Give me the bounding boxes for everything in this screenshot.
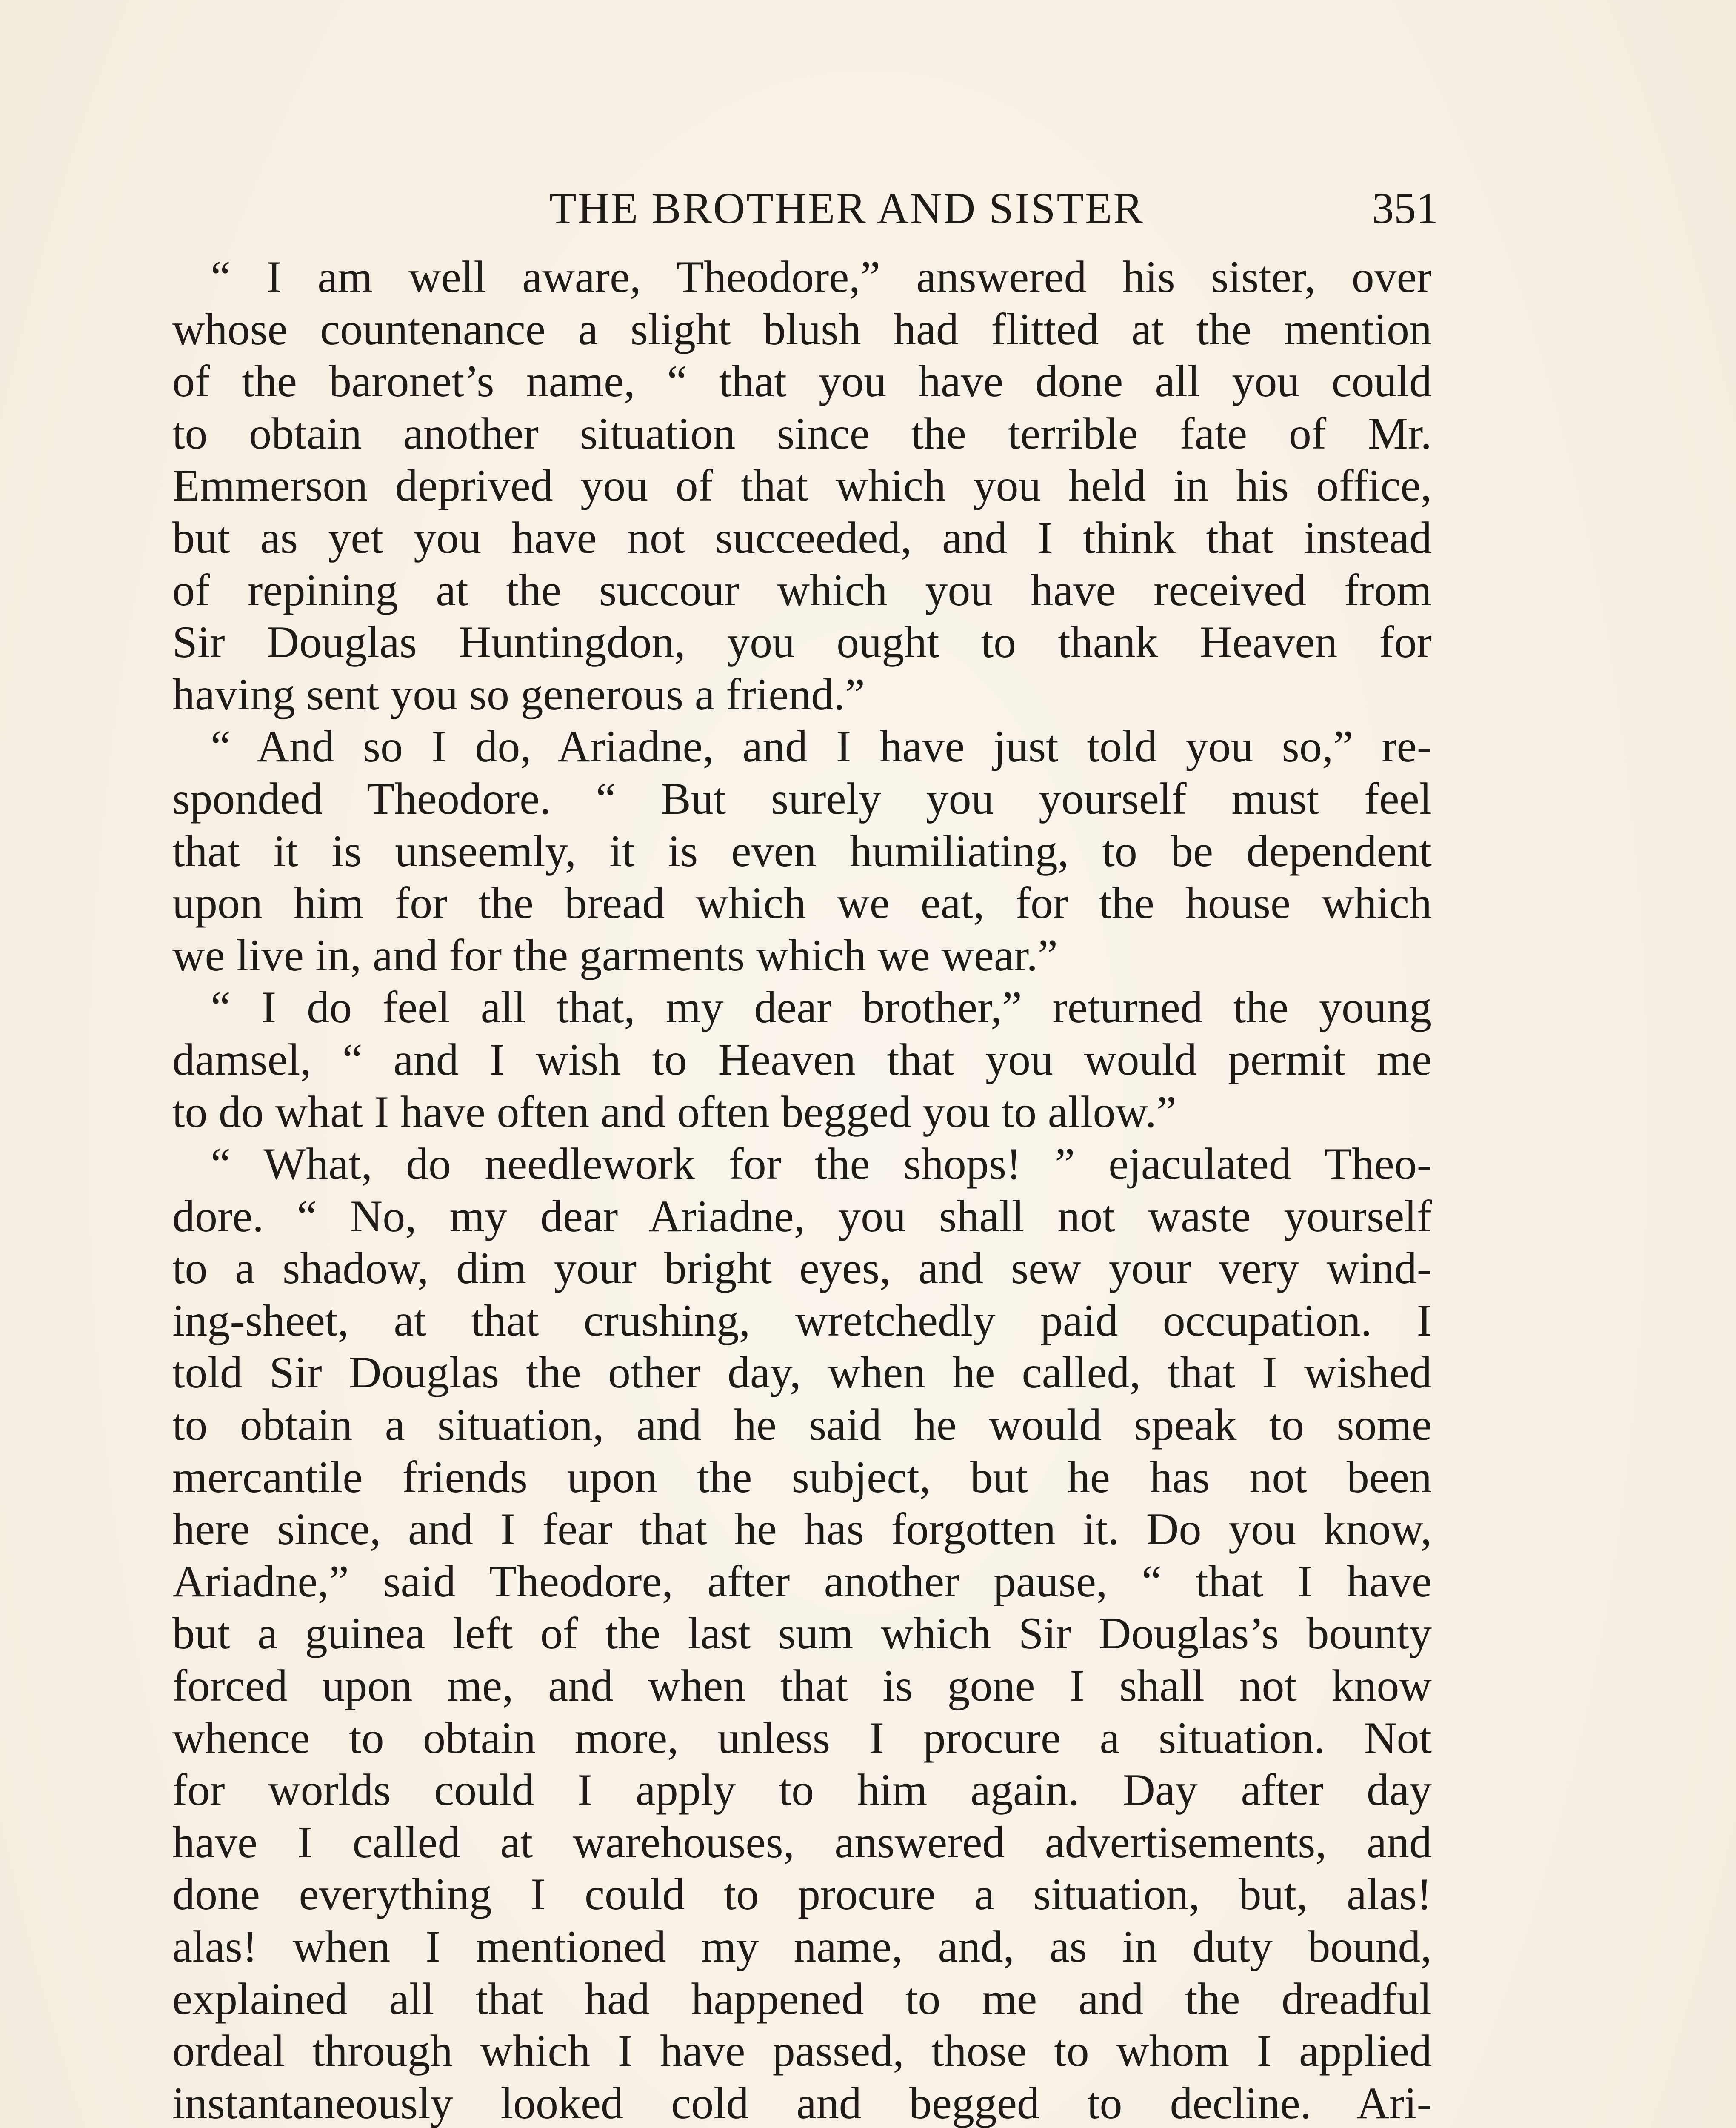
text-line: dore. “ No, my dear Ariadne, you shall not waste yourself: [172, 1191, 1432, 1241]
text-line: but as yet you have not succeeded, and I think that instead: [172, 512, 1432, 563]
running-title: THE BROTHER AND SISTER: [549, 184, 1144, 233]
text-line: to do what I have often and often begged you to allow.”: [172, 1087, 1176, 1137]
text-line: sponded Theodore. “ But surely you yourself must feel: [172, 773, 1432, 824]
text-line: damsel, “ and I wish to Heaven that you would permit me: [172, 1034, 1432, 1084]
text-line: “ What, do needlework for the shops! ” ejaculated Theo-: [211, 1139, 1432, 1189]
running-head: [170, 170, 1438, 247]
text-line: “ I do feel all that, my dear brother,” returned the young: [211, 982, 1432, 1033]
text-line: whence to obtain more, unless I procure a situation. Not: [172, 1713, 1432, 1763]
text-line: Emmerson deprived you of that which you held in his office,: [172, 460, 1432, 511]
text-line: alas! when I mentioned my name, and, as in duty bound,: [172, 1922, 1432, 1971]
text-line: to obtain a situation, and he said he would speak to some: [172, 1400, 1432, 1450]
text-line: to obtain another situation since the terrible fate of Mr.: [172, 408, 1432, 458]
text-body: [172, 251, 1432, 2128]
text-line: having sent you so generous a friend.”: [172, 669, 865, 719]
text-line: forced upon me, and when that is gone I shall not know: [172, 1661, 1432, 1711]
text-line: done everything I could to procure a situation, but, alas!: [172, 1869, 1432, 1919]
text-line: “ And so I do, Ariadne, and I have just told you so,” re-: [211, 721, 1432, 772]
text-line: here since, and I fear that he has forgotten it. Do you know,: [172, 1504, 1432, 1554]
text-line: instantaneously looked cold and begged to decline. Ari-: [172, 2078, 1432, 2128]
text-line: but a guinea left of the last sum which Sir Douglas’s bounty: [172, 1608, 1432, 1659]
text-line: told Sir Douglas the other day, when he called, that I wished: [172, 1347, 1432, 1398]
text-line: of the baronet’s name, “ that you have done all you could: [172, 356, 1432, 406]
text-line: mercantile friends upon the subject, but he has not been: [172, 1452, 1432, 1502]
text-line: for worlds could I apply to him again. Day after day: [172, 1765, 1432, 1815]
text-line: Ariadne,” said Theodore, after another pause, “ that I have: [172, 1556, 1432, 1606]
text-line: whose countenance a slight blush had flitted at the mention: [172, 304, 1432, 354]
text-line: have I called at warehouses, answered advertisements, and: [172, 1817, 1432, 1867]
text-line: we live in, and for the garments which we wear.”: [172, 930, 1058, 980]
text-line: upon him for the bread which we eat, for the house which: [172, 878, 1432, 928]
text-line: Sir Douglas Huntingdon, you ought to thank Heaven for: [172, 617, 1432, 667]
text-line: explained all that had happened to me and the dreadful: [172, 1974, 1432, 2024]
text-line: of repining at the succour which you have received from: [172, 565, 1432, 615]
text-line: to a shadow, dim your bright eyes, and sew your very wind-: [172, 1243, 1432, 1293]
text-line: that it is unseemly, it is even humiliating, to be dependent: [172, 826, 1432, 876]
page-number: 351: [1372, 184, 1438, 233]
text-line: “ I am well aware, Theodore,” answered his sister, over: [211, 252, 1432, 302]
text-line: ordeal through which I have passed, those to whom I applied: [172, 2026, 1432, 2076]
text-line: ing-sheet, at that crushing, wretchedly paid occupation. I: [172, 1295, 1432, 1345]
